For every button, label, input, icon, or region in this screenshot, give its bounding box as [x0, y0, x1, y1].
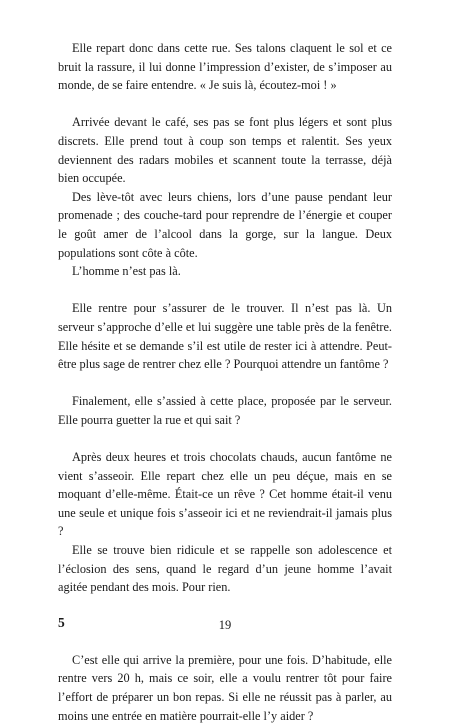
paragraph: Finalement, elle s’assied à cette place, proposée par le serveur. Elle pourra guetter la rue et qui sait ?: [58, 394, 392, 427]
page-number: 19: [218, 618, 232, 632]
paragraph: Après deux heures et trois chocolats chauds, aucun fantôme ne vient s’asseoir. Elle repart chez elle un peu déçue, mais en se moquant d’elle-même. Était-ce un rêve ? Cet homme était-il venu une seule et unique fois s’asseoir ici et ne reviendrait-il jamais plus ?: [58, 450, 392, 539]
paragraph: C’est elle qui arrive la première, pour une fois. D’habitude, elle rentre vers 20 h, mais ce soir, elle a voulu rentrer tôt pour faire l’effort de préparer un bon repas. Si elle ne réussit pas à parler, au moins une entrée en matière pourrait-elle l’y aider ?: [58, 652, 392, 723]
paragraph: Arrivée devant le café, ses pas se font plus légers et sont plus discrets. Elle prend tout à coup son temps et ralentit. Ses yeux deviennent des radars mobiles et scannent toute la terrasse, déjà bien occupée.: [58, 115, 392, 186]
paragraph: Des lève-tôt avec leurs chiens, lors d’une pause pendant leur promenade ; des couche-tard pour reprendre de l’énergie et couper le goût amer de l’alcool dans la gorge, sur la langue. Deux populations sont côte à côte.: [58, 189, 392, 260]
paragraph: Elle repart donc dans cette rue. Ses talons claquent le sol et ce bruit la rassure, il lui donne l’impression d’exister, de s’imposer au monde, de se faire entendre. « Je suis là, écoutez-moi ! »: [58, 41, 392, 93]
paragraph: Elle rentre pour s’assurer de le trouver. Il n’est pas là. Un serveur s’approche d’elle et lui suggère une table près de la fenêtre. Elle hésite et se demande s’il est utile de rester ici à attendre. Peut-être plus sage de rentrer chez elle ? Pourquoi attendre un fantôme ?: [58, 301, 392, 372]
paragraph: Elle se trouve bien ridicule et se rappelle son adolescence et l’éclosion des sens, quand le regard d’un jeune homme l’avait agitée pendant des mois. Pour rien.: [58, 543, 392, 595]
chapter-number: 5: [58, 614, 65, 630]
paragraph: L’homme n’est pas là.: [72, 264, 181, 279]
